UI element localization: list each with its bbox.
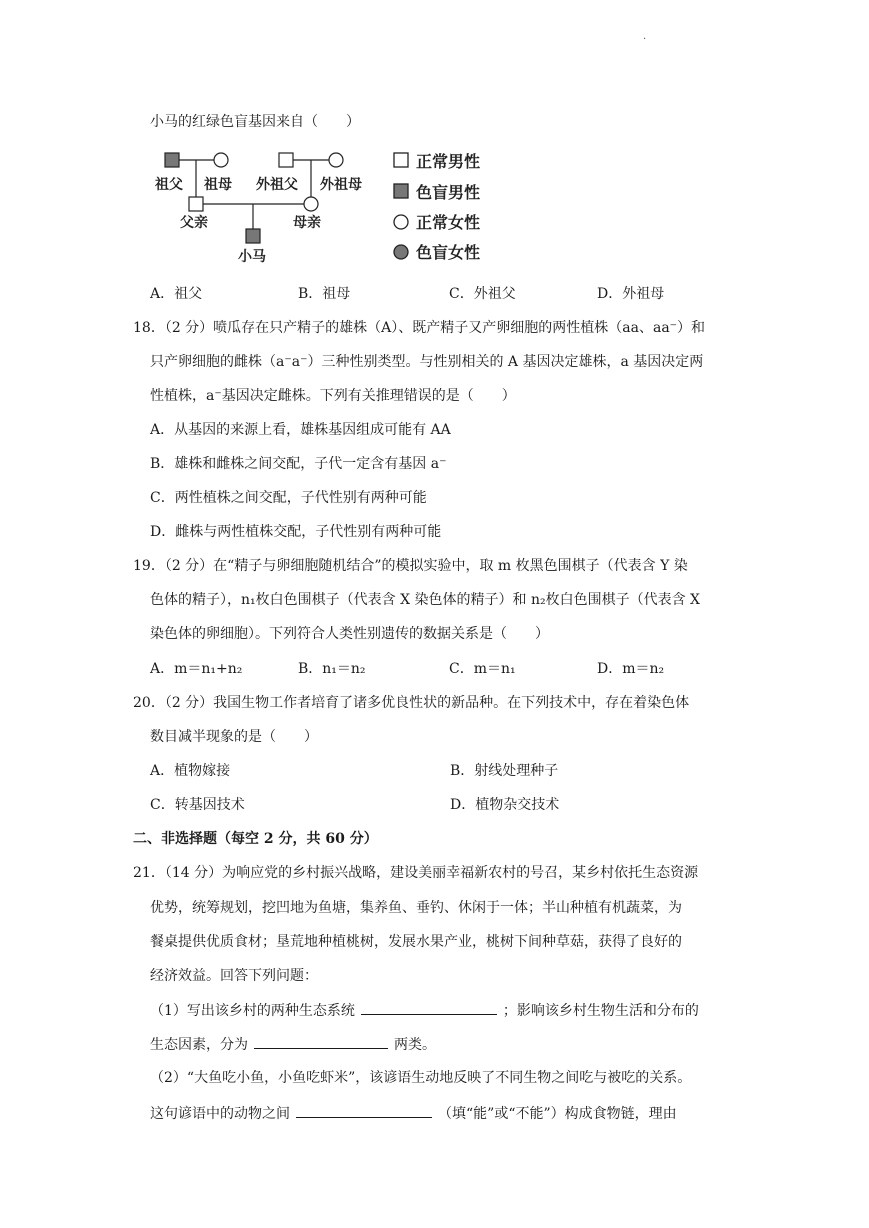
q18-line-1: 18．（2 分）喷瓜存在只产精子的雄株（A）、既产精子又产卵细胞的两性植株（aa、aa⁻）和 [133, 320, 706, 336]
grandfather-symbol [165, 153, 179, 167]
q17-stem: 小马的红绿色盲基因来自（ ） [150, 114, 360, 130]
grandmother-symbol [214, 153, 228, 167]
answer-blank-2[interactable] [254, 1034, 388, 1049]
legend-colorblind-male: 色盲男性 [416, 183, 481, 202]
q20-line-2: 数目减半现象的是（ ） [150, 729, 318, 745]
maternal-grandfather-label: 外祖父 [256, 177, 298, 193]
q19-line-1: 19．（2 分）在“精子与卵细胞随机结合”的模拟实验中，取 m 枚黑色围棋子（代表含 Y 染 [133, 558, 688, 574]
legend-colorblind-male-icon [394, 184, 408, 198]
q20-option-b[interactable]: B．射线处理种子 [450, 763, 559, 779]
grandfather-label: 祖父 [155, 177, 183, 193]
legend-normal-male: 正常男性 [416, 152, 481, 171]
q18-line-3: 性植株，a⁻基因决定雌株。下列有关推理错误的是（ ） [150, 388, 516, 404]
q21-line-4: 经济效益。回答下列问题： [150, 968, 318, 984]
q17-option-c[interactable]: C．外祖父 [449, 286, 516, 302]
q21-line-2: 优势，统筹规划，挖凹地为鱼塘，集养鱼、垂钓、休闲于一体；半山种植有机蔬菜，为 [150, 900, 682, 916]
child-symbol [246, 229, 260, 243]
grandmother-label: 祖母 [204, 177, 232, 193]
header-mark: · [643, 34, 647, 45]
maternal-grandmother-symbol [329, 153, 343, 167]
q21-part-1-line-2 [150, 1034, 436, 1055]
mother-label: 母亲 [293, 215, 321, 231]
q19-line-3: 染色体的卵细胞）。下列符合人类性别遗传的数据关系是（ ） [150, 626, 549, 642]
answer-blank-3[interactable] [296, 1103, 432, 1118]
q20-option-d[interactable]: D．植物杂交技术 [450, 797, 560, 813]
legend-normal-female-icon [394, 215, 408, 229]
q20-option-c[interactable]: C．转基因技术 [150, 797, 245, 813]
legend-colorblind-female: 色盲女性 [416, 243, 481, 262]
q21-part-1-text-d: 两类。 [394, 1037, 436, 1053]
legend-normal-male-icon [394, 153, 408, 167]
q20-line-1: 20．（2 分）我国生物工作者培育了诸多优良性状的新品种。在下列技术中，存在着染色体 [133, 695, 690, 711]
q19-option-a[interactable]: A．m＝n₁+n₂ [150, 661, 243, 677]
q21-part-1-text-a: （1）写出该乡村的两种生态系统 [150, 1003, 355, 1019]
q21-part-2-line-1: （2）“大鱼吃小鱼，小鱼吃虾米”，该谚语生动地反映了不同生物之间吃与被吃的关系。 [150, 1070, 692, 1086]
legend-colorblind-female-icon [394, 245, 408, 259]
q21-part-2-line-2 [150, 1103, 677, 1124]
q21-part-2-text-b: （填“能”或“不能”）构成食物链，理由 [438, 1106, 677, 1122]
q19-option-b[interactable]: B．n₁＝n₂ [298, 661, 366, 677]
q18-option-a[interactable]: A．从基因的来源上看，雄株基因组成可能有 AA [150, 422, 451, 438]
child-label: 小马 [238, 249, 266, 265]
legend-normal-female: 正常女性 [416, 213, 481, 232]
father-symbol [189, 197, 203, 211]
section-heading: 二、非选择题（每空 2 分，共 60 分） [133, 831, 378, 847]
q17-option-a[interactable]: A．祖父 [150, 286, 203, 302]
q21-line-3: 餐桌提供优质食材；垦荒地种植桃树，发展水果产业，桃树下间种草菇，获得了良好的 [150, 934, 682, 950]
q19-option-d[interactable]: D．m＝n₂ [597, 661, 665, 677]
q17-option-d[interactable]: D．外祖母 [597, 286, 665, 302]
maternal-grandmother-label: 外祖母 [320, 177, 362, 193]
maternal-grandfather-symbol [279, 153, 293, 167]
q21-part-1-line-1 [150, 1000, 699, 1021]
q21-part-1-text-b: ；影响该乡村生物生活和分布的 [502, 1003, 699, 1019]
q21-line-1: 21．（14 分）为响应党的乡村振兴战略，建设美丽幸福新农村的号召，某乡村依托生态资源 [133, 865, 699, 881]
q19-option-c[interactable]: C．m＝n₁ [449, 661, 516, 677]
answer-blank-1[interactable] [361, 1000, 497, 1015]
q18-line-2: 只产卵细胞的雌株（a⁻a⁻）三种性别类型。与性别相关的 A 基因决定雄株，a 基因决定两 [150, 354, 704, 370]
mother-symbol [304, 197, 318, 211]
pedigree-figure [152, 146, 497, 270]
q20-option-a[interactable]: A．植物嫁接 [150, 763, 231, 779]
q21-part-2-text-a: 这句谚语中的动物之间 [150, 1106, 290, 1122]
q18-option-d[interactable]: D．雌株与两性植株交配，子代性别有两种可能 [150, 524, 442, 540]
father-label: 父亲 [180, 215, 208, 231]
q19-line-2: 色体的精子），n₁枚白色围棋子（代表含 X 染色体的精子）和 n₂枚白色围棋子（代表含 X [150, 592, 700, 608]
q21-part-1-text-c: 生态因素，分为 [150, 1037, 248, 1053]
q17-option-b[interactable]: B．祖母 [298, 286, 351, 302]
q18-option-b[interactable]: B．雄株和雌株之间交配，子代一定含有基因 a⁻ [150, 456, 447, 472]
q18-option-c[interactable]: C．两性植株之间交配，子代性别有两种可能 [150, 490, 427, 506]
